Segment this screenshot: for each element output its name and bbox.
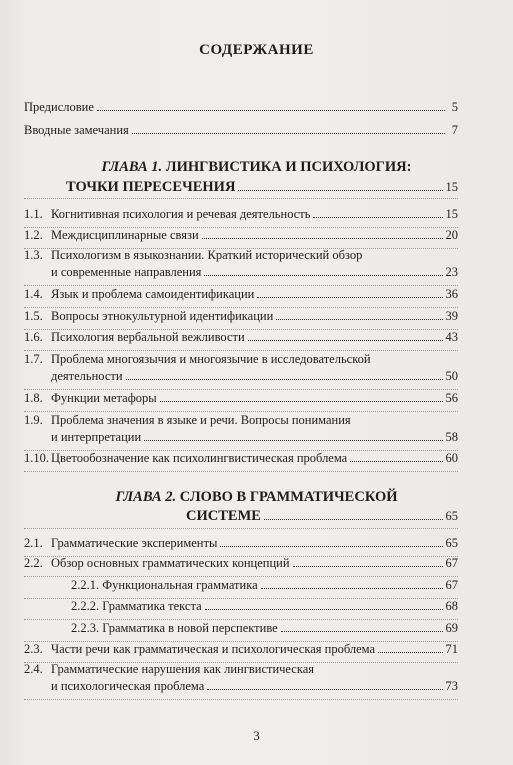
chapter-title: СЛОВО В ГРАММАТИЧЕСКОЙ: [179, 489, 398, 505]
chapter-label: ГЛАВА 2.: [115, 489, 177, 505]
toc-entry-number: 1.9.: [24, 413, 43, 427]
toc-entry-text: Обзор основных грамматических концепций: [51, 556, 290, 570]
page-number: 3: [253, 728, 260, 743]
toc-page-number: 68: [445, 599, 458, 613]
toc-entry-text: Цветообозначение как психолингвистическая проблема: [51, 451, 348, 465]
toc-entry-text: Проблема значения в языке и речи. Вопросы понимания: [51, 413, 351, 427]
divider: [24, 198, 458, 199]
toc-entry-number: 1.5.: [24, 309, 43, 323]
toc-page-number: 20: [445, 228, 458, 242]
divider: [24, 285, 458, 286]
divider: [24, 389, 458, 390]
toc-entry-number: 1.3.: [24, 248, 43, 262]
chapter-label: ГЛАВА 1.: [101, 159, 163, 175]
toc-entry-text: Вопросы этнокультурной идентификации: [51, 309, 274, 323]
divider: [24, 528, 458, 529]
divider: [24, 619, 458, 620]
page-title: СОДЕРЖАНИЕ: [199, 42, 314, 58]
divider: [24, 350, 458, 351]
toc-page-number: 65: [445, 509, 458, 523]
toc-entry-text: деятельности: [51, 369, 123, 383]
toc-page-number: 5: [451, 100, 458, 114]
toc-entry-number: 2.4.: [24, 662, 43, 676]
divider: [24, 576, 458, 577]
chapter-1-heading-line2: [24, 178, 458, 196]
toc-entry-number: 1.2.: [24, 228, 43, 242]
toc-entry-number: 2.1.: [24, 536, 43, 550]
toc-entry-number: 1.4.: [24, 287, 43, 301]
toc-entry-text: Грамматические эксперименты: [51, 536, 218, 550]
toc-page-number: 36: [445, 287, 458, 301]
toc-entry-text: и психологическая проблема: [51, 679, 205, 693]
toc-entry-text: и современные направления: [51, 265, 202, 279]
toc-page-number: 69: [445, 621, 458, 635]
chapter-2-heading: [0, 488, 513, 506]
toc-entry-text: Когнитивная психология и речевая деятельность: [51, 207, 311, 221]
divider: [24, 471, 458, 472]
toc-entry-text: Язык и проблема самоидентификации: [51, 287, 255, 301]
toc-page-number: 60: [445, 451, 458, 465]
chapter-title: ЛИНГВИСТИКА И ПСИХОЛОГИЯ:: [165, 159, 412, 175]
toc-page-number: 15: [445, 207, 458, 221]
toc-entry-text: Междисциплинарные связи: [51, 228, 199, 242]
toc-entry-text: 2.2.1. Функциональная грамматика: [71, 578, 258, 592]
divider: [24, 307, 458, 308]
chapter-1-heading: [0, 158, 513, 176]
toc-page-number: 56: [445, 391, 458, 405]
toc-entry-number: 2.3.: [24, 642, 43, 656]
toc-entry-number: 2.2.: [24, 556, 43, 570]
toc-page-number: 15: [445, 180, 458, 194]
toc-page-number: 73: [445, 679, 458, 693]
toc-entry-number: 1.8.: [24, 391, 43, 405]
toc-page-number: 71: [445, 642, 458, 656]
toc-page-number: 43: [445, 330, 458, 344]
toc-entry-intro: [24, 123, 458, 138]
toc-entry-number: 1.10.: [24, 451, 49, 465]
toc-page-number: 23: [445, 265, 458, 279]
divider: [24, 411, 458, 412]
toc-page-number: 67: [445, 578, 458, 592]
toc-entry-text: Функции метафоры: [51, 391, 157, 405]
toc-entry-text: Психология вербальной вежливости: [51, 330, 245, 344]
toc-entry-text: 2.2.3. Грамматика в новой перспективе: [71, 621, 278, 635]
toc-page-number: 65: [445, 536, 458, 550]
toc-entry-text: Психологизм в языкознании. Краткий исторический обзор: [51, 248, 363, 262]
chapter-title: ТОЧКИ ПЕРЕСЕЧЕНИЯ: [66, 179, 236, 195]
toc-entry-text: Грамматические нарушения как лингвистическая: [51, 662, 315, 676]
chapter-2-heading-line2: [24, 507, 458, 525]
toc-page-number: 39: [445, 309, 458, 323]
toc-entry-text: Предисловие: [24, 100, 94, 114]
chapter-title: СИСТЕМЕ: [186, 508, 261, 524]
toc-entry-text: и интерпретации: [51, 430, 142, 444]
toc-entry-text: Проблема многоязычия и многоязычие в исследовательской: [51, 352, 371, 366]
toc-entry-preface: [24, 100, 458, 115]
toc-entry-text: 2.2.2. Грамматика текста: [71, 599, 202, 613]
toc-entry-text: Вводные замечания: [24, 123, 129, 137]
toc-page-number: 50: [445, 369, 458, 383]
toc-page-number: 58: [445, 430, 458, 444]
toc-entry-number: 1.1.: [24, 207, 43, 221]
toc-entry-number: 1.6.: [24, 330, 43, 344]
toc-page-number: 7: [451, 123, 458, 137]
divider: [24, 699, 458, 700]
toc-entry-number: 1.7.: [24, 352, 43, 366]
toc-page-number: 67: [445, 556, 458, 570]
toc-entry-text: Части речи как грамматическая и психологическая проблема: [51, 642, 376, 656]
